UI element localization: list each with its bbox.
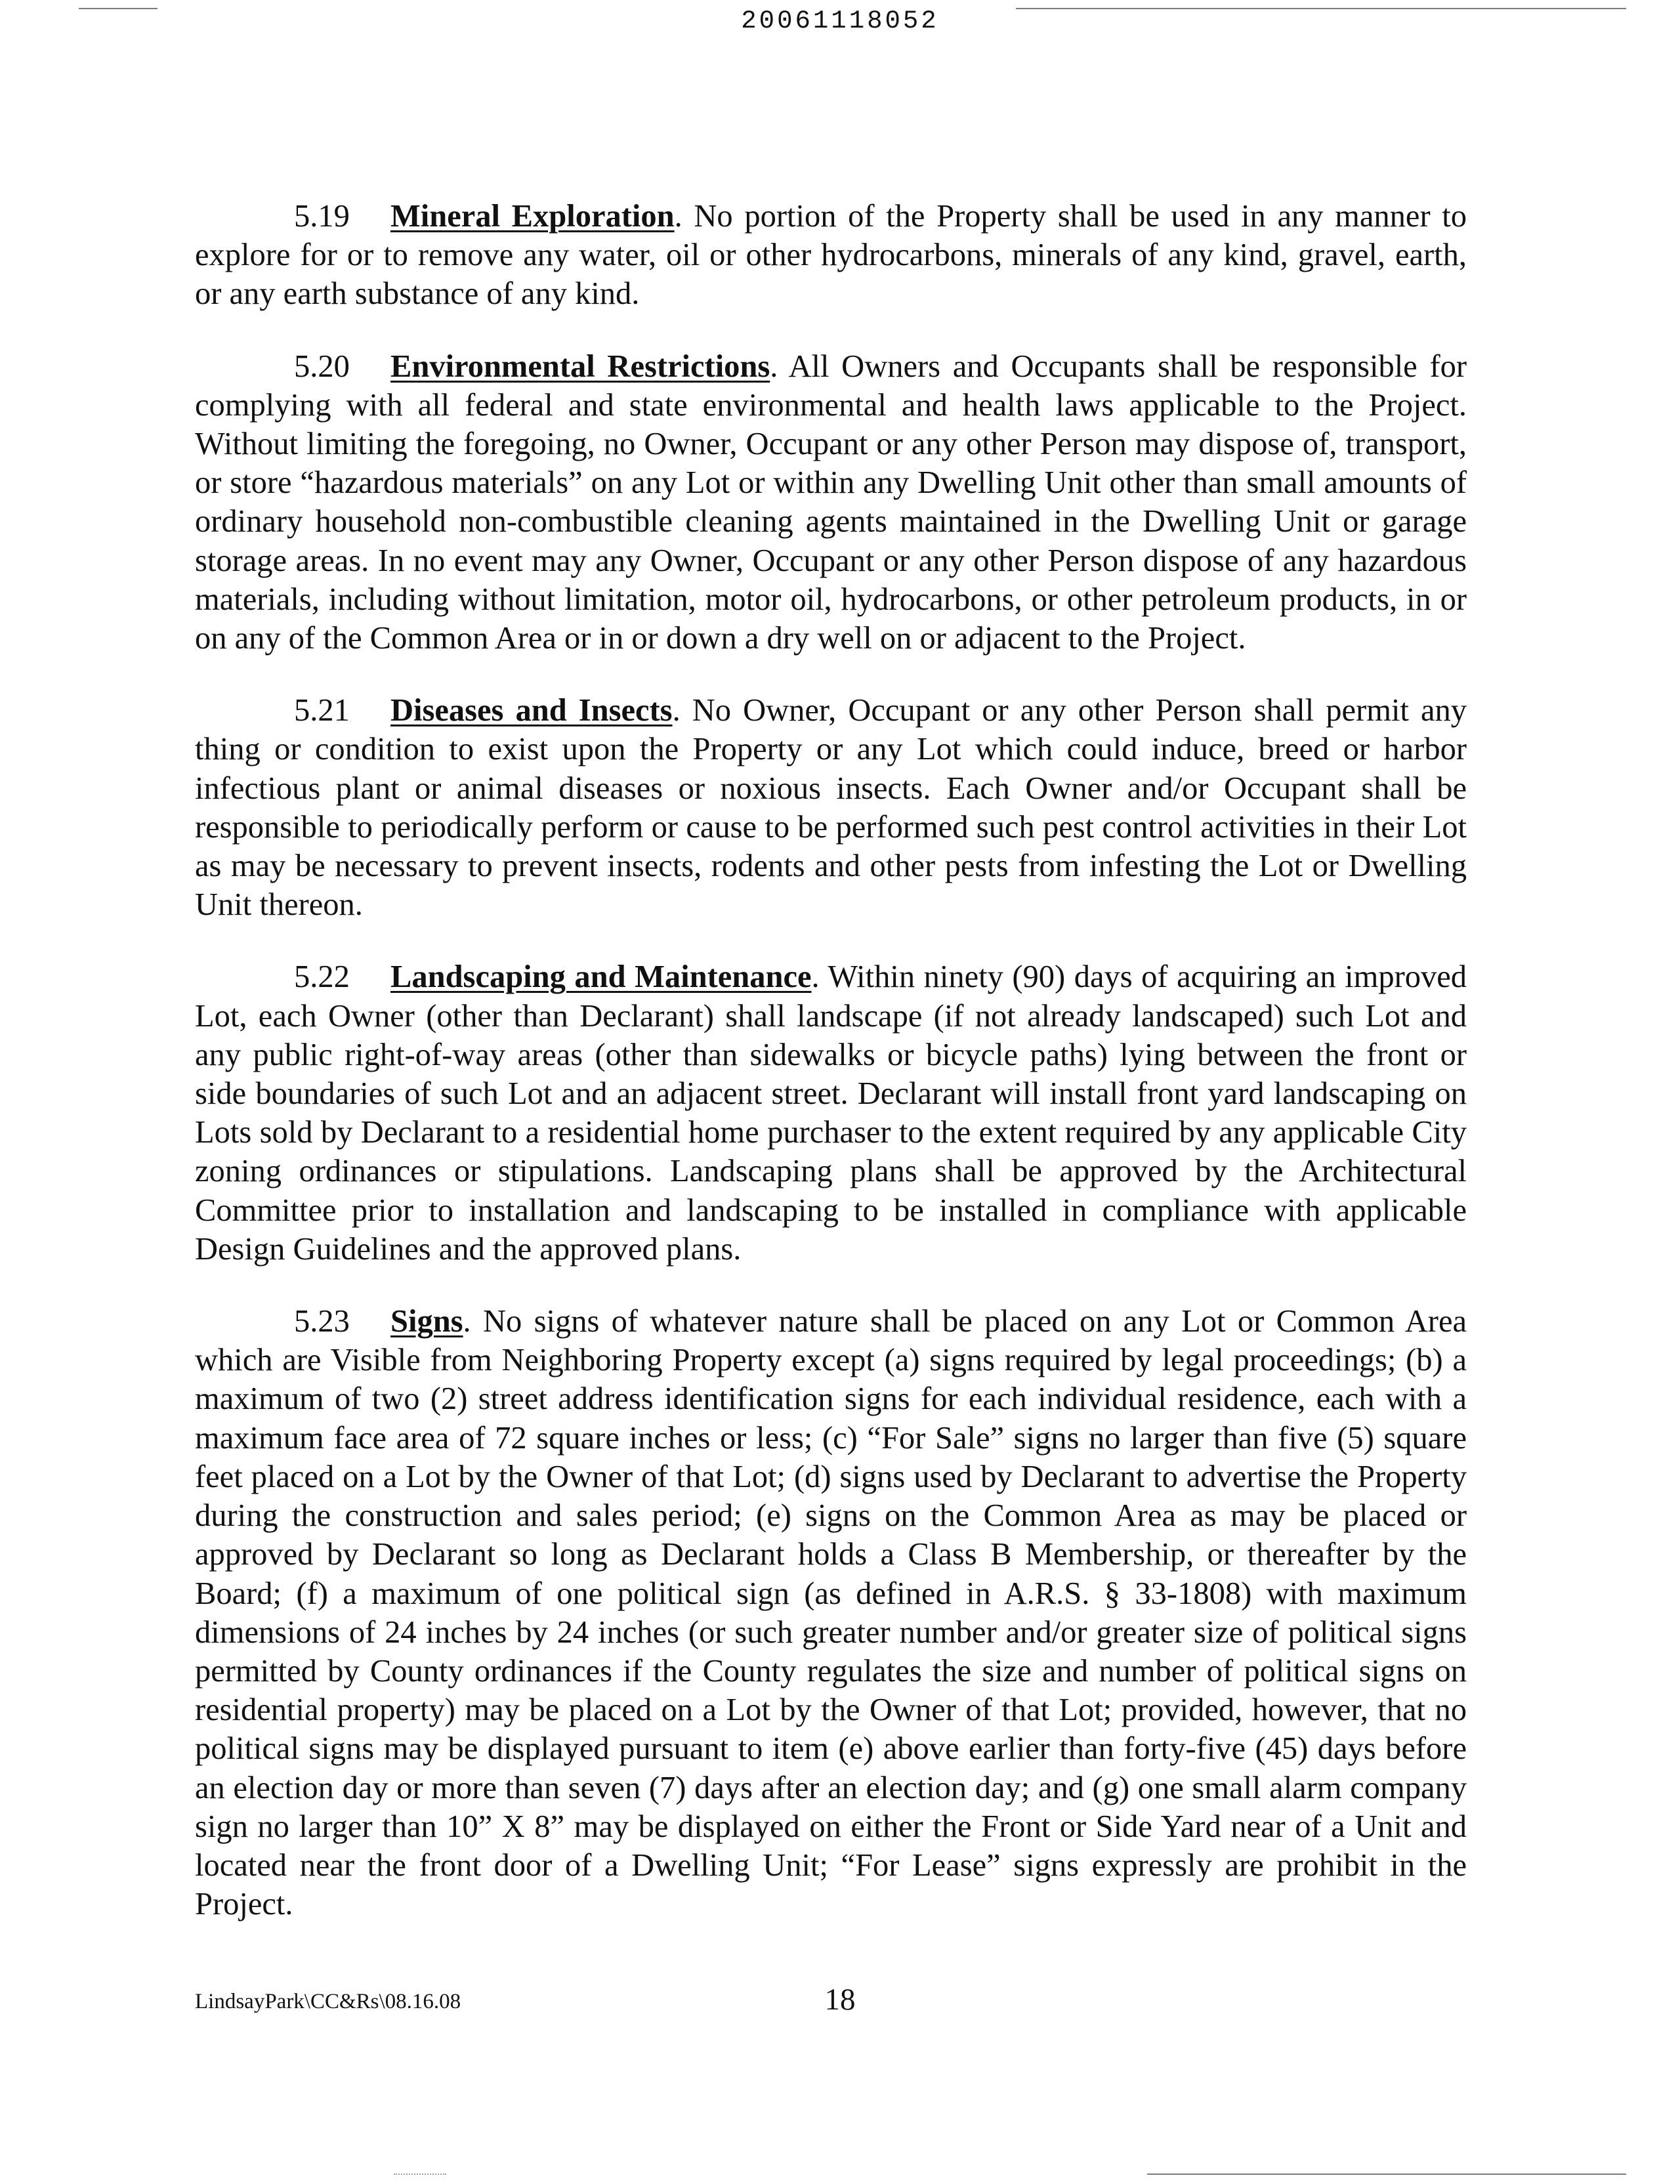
section-5-23: 5.23 Signs. No signs of whatever nature shall be placed on any Lot or Common Area which are Visible from Neighboring Property except (a) signs required by legal proceedings; (b) a maximum of two (2) street address identification signs for each individual residence, each with a maximum face area of 72 square inches or less; (c) “For Sale” signs no larger than five (5) square feet placed on a Lot by the Owner of that Lot; (d) signs used by Declarant to advertise the Property during the construction and sales period; (e) signs on the Common Area as may be placed or approved by Declarant so long as Declarant holds a Class B Membership, or thereafter by the Board; (f) a maximum of one political sign (as defined in A.R.S. § 33-1808) with maximum dimensions of 24 inches by 24 inches (or such greater number and/or greater size of political signs permitted by County ordinances if the County regulates the size and number of political signs on residential property) may be placed on a Lot by the Owner of that Lot; provided, however, that no political signs may be displayed pursuant to item (e) above earlier than forty-five (45) days before an election day or more than seven (7) days after an election day; and (g) one small alarm company sign no larger than 10” X 8” may be displayed on either the Front or Side Yard near of a Unit and located near the front door of a Dwelling Unit; “For Lease” signs expressly are prohibit in the Project. [195,1302,1467,1923]
section-body: No signs of whatever nature shall be placed on any Lot or Common Area which are Visible from Neighboring Property except (a) signs required by legal proceedings; (b) a maximum of two (2) street address identification signs for each individual residence, each with a maximum face area of 72 square inches or less; (c) “For Sale” signs no larger than five (5) square feet placed on a Lot by the Owner of that Lot; (d) signs used by Declarant to advertise the Property during the construction and sales period; (e) signs on the Common Area as may be placed or approved by Declarant so long as Declarant holds a Class B Membership, or thereafter by the Board; (f) a maximum of one political sign (as defined in A.R.S. § 33-1808) with maximum dimensions of 24 inches by 24 inches (or such greater number and/or greater size of political signs permitted by County ordinances if the County regulates the size and number of political signs on residential property) may be placed on a Lot by the Owner of that Lot; provided, however, that no political signs may be displayed pursuant to item (e) above earlier than forty-five (45) days before an election day or more than seven (7) days after an election day; and (g) one small alarm company sign no larger than 10” X 8” may be displayed on either the Front or Side Yard near of a Unit and located near the front door of a Dwelling Unit; “For Lease” signs expressly are prohibit in the Project. [195,1304,1467,1922]
scan-mark-bottom-left [394,2174,446,2175]
section-number: 5.19 [294,199,350,234]
section-5-21: 5.21 Diseases and Insects. No Owner, Occupant or any other Person shall permit any thing or condition to exist upon the Property or any Lot which could induce, breed or harbor infectious plant or animal diseases or noxious insects. Each Owner and/or Occupant shall be responsible to periodically perform or cause to be performed such pest control activities in their Lot as may be necessary to prevent insects, rodents and other pests from infesting the Lot or Dwelling Unit thereon. [195,691,1467,924]
section-5-22: 5.22 Landscaping and Maintenance. Within ninety (90) days of acquiring an improved Lot, each Owner (other than Declarant) shall landscape (if not already landscaped) such Lot and any public right-of-way areas (other than sidewalks or bicycle paths) lying between the front or side boundaries of such Lot and an adjacent street. Declarant will install front yard landscaping on Lots sold by Declarant to a residential home purchaser to the extent required by any applicable City zoning ordinances or stipulations. Landscaping plans shall be approved by the Architectural Committee prior to installation and landscaping to be installed in compliance with applicable Design Guidelines and the approved plans. [195,957,1467,1269]
section-number: 5.20 [294,348,350,384]
section-body: No Owner, Occupant or any other Person shall permit any thing or condition to exist upon the Property or any Lot which could induce, breed or harbor infectious plant or animal diseases or noxious insects. Each Owner and/or Occupant shall be responsible to periodically perform or cause to be performed such pest control activities in their Lot as may be necessary to prevent insects, rodents and other pests from infesting the Lot or Dwelling Unit thereon. [195,693,1467,923]
section-title: Diseases and Insects [390,693,673,728]
scan-mark-bottom-right [1147,2174,1626,2175]
section-title: Mineral Exploration [390,199,675,234]
section-number: 5.21 [294,693,350,728]
section-number: 5.23 [294,1304,350,1339]
section-body: No portion of the Property shall be used in any manner to explore for or to remove any water, oil or other hydrocarbons, minerals of any kind, gravel, earth, or any earth substance of any kind. [195,199,1467,312]
section-body: All Owners and Occupants shall be responsible for complying with all federal and state environmental and health laws applicable to the Project. Without limiting the foregoing, no Owner, Occupant or any other Person may dispose of, transport, or store “hazardous materials” on any Lot or within any Dwelling Unit other than small amounts of ordinary household non-combustible cleaning agents maintained in the Dwelling Unit or garage storage areas. In no event may any Owner, Occupant or any other Person dispose of any hazardous materials, including without limitation, motor oil, hydrocarbons, or other petroleum products, in or on any of the Common Area or in or down a dry well on or adjacent to the Project. [195,348,1467,656]
section-body: Within ninety (90) days of acquiring an improved Lot, each Owner (other than Declarant) shall landscape (if not already landscaped) such Lot and any public right-of-way areas (other than sidewalks or bicycle paths) lying between the front or side boundaries of such Lot and an adjacent street. Declarant will install front yard landscaping on Lots sold by Declarant to a residential home purchaser to the extent required by any applicable City zoning ordinances or stipulations. Landscaping plans shall be approved by the Architectural Committee prior to installation and landscaping to be installed in compliance with applicable Design Guidelines and the approved plans. [195,959,1467,1267]
page-number: 18 [824,1983,856,2017]
section-title: Landscaping and Maintenance [390,959,812,995]
footer-file-reference: LindsayPark\CC&Rs\08.16.08 [195,1990,461,2013]
section-title: Signs [390,1304,463,1339]
section-5-20: 5.20 Environmental Restrictions. All Owners and Occupants shall be responsible for complying with all federal and state environmental and health laws applicable to the Project. Without limiting the foregoing, no Owner, Occupant or any other Person may dispose of, transport, or store “hazardous materials” on any Lot or within any Dwelling Unit other than small amounts of ordinary household non-combustible cleaning agents maintained in the Dwelling Unit or garage storage areas. In no event may any Owner, Occupant or any other Person dispose of any hazardous materials, including without limitation, motor oil, hydrocarbons, or other petroleum products, in or on any of the Common Area or in or down a dry well on or adjacent to the Project. [195,347,1467,658]
document-body [195,197,1467,1923]
section-5-19: 5.19 Mineral Exploration. No portion of the Property shall be used in any manner to explore for or to remove any water, oil or other hydrocarbons, minerals of any kind, gravel, earth, or any earth substance of any kind. [195,197,1467,314]
document-id: 20061118052 [741,7,939,35]
section-title: Environmental Restrictions [390,348,770,384]
section-number: 5.22 [294,959,350,995]
